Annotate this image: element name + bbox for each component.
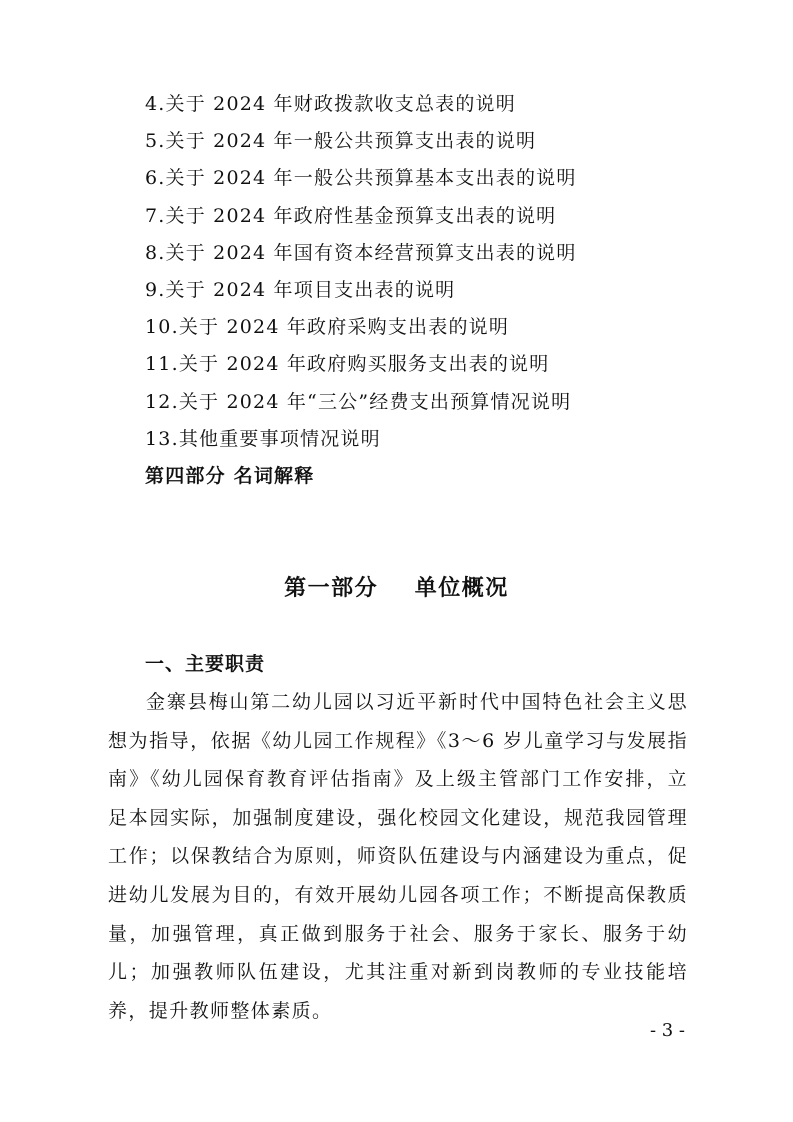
toc-item: 7.关于 2024 年政府性基金预算支出表的说明 <box>145 204 557 227</box>
toc-item: 5.关于 2024 年一般公共预算支出表的说明 <box>145 130 537 153</box>
toc-item: 9.关于 2024 年项目支出表的说明 <box>145 278 456 301</box>
toc-item: 12.关于 2024 年“三公”经费支出预算情况说明 <box>145 390 572 413</box>
section-title: 第一部分 单位概况 <box>284 576 509 601</box>
table-of-contents <box>145 86 725 495</box>
page-number: - 3 - <box>649 1020 685 1041</box>
section-heading: 一、主要职责 <box>145 653 266 675</box>
toc-part-four-heading: 第四部分 名词解释 <box>145 464 315 487</box>
toc-item: 13.其他重要事项情况说明 <box>145 427 381 450</box>
toc-item: 11.关于 2024 年政府购买服务支出表的说明 <box>145 353 550 376</box>
toc-item: 4.关于 2024 年财政拨款收支总表的说明 <box>145 93 516 115</box>
toc-item: 8.关于 2024 年国有资本经营预算支出表的说明 <box>145 241 577 264</box>
toc-item: 6.关于 2024 年一般公共预算基本支出表的说明 <box>145 167 577 190</box>
body-paragraph: 金寨县梅山第二幼儿园以习近平新时代中国特色社会主义思想为指导，依据《幼儿园工作规程》《3～6 岁儿童学习与发展指南》《幼儿园保育教育评估指南》及上级主管部门工作安排，立足本园实际，加强制度建设，强化校园文化建设，规范我园管理工作；以保教结合为原则，师资队伍建设与内涵建设为重点，促进幼儿发展为目的，有效开展幼儿园各项工作；不断提高保教质量，加强管理，真正做到服务于社会、服务于家长、服务于幼儿；加强教师队伍建设，尤其注重对新到岗教师的专业技能培养，提升教师整体素质。 <box>108 691 688 1022</box>
toc-item: 10.关于 2024 年政府采购支出表的说明 <box>145 316 510 339</box>
